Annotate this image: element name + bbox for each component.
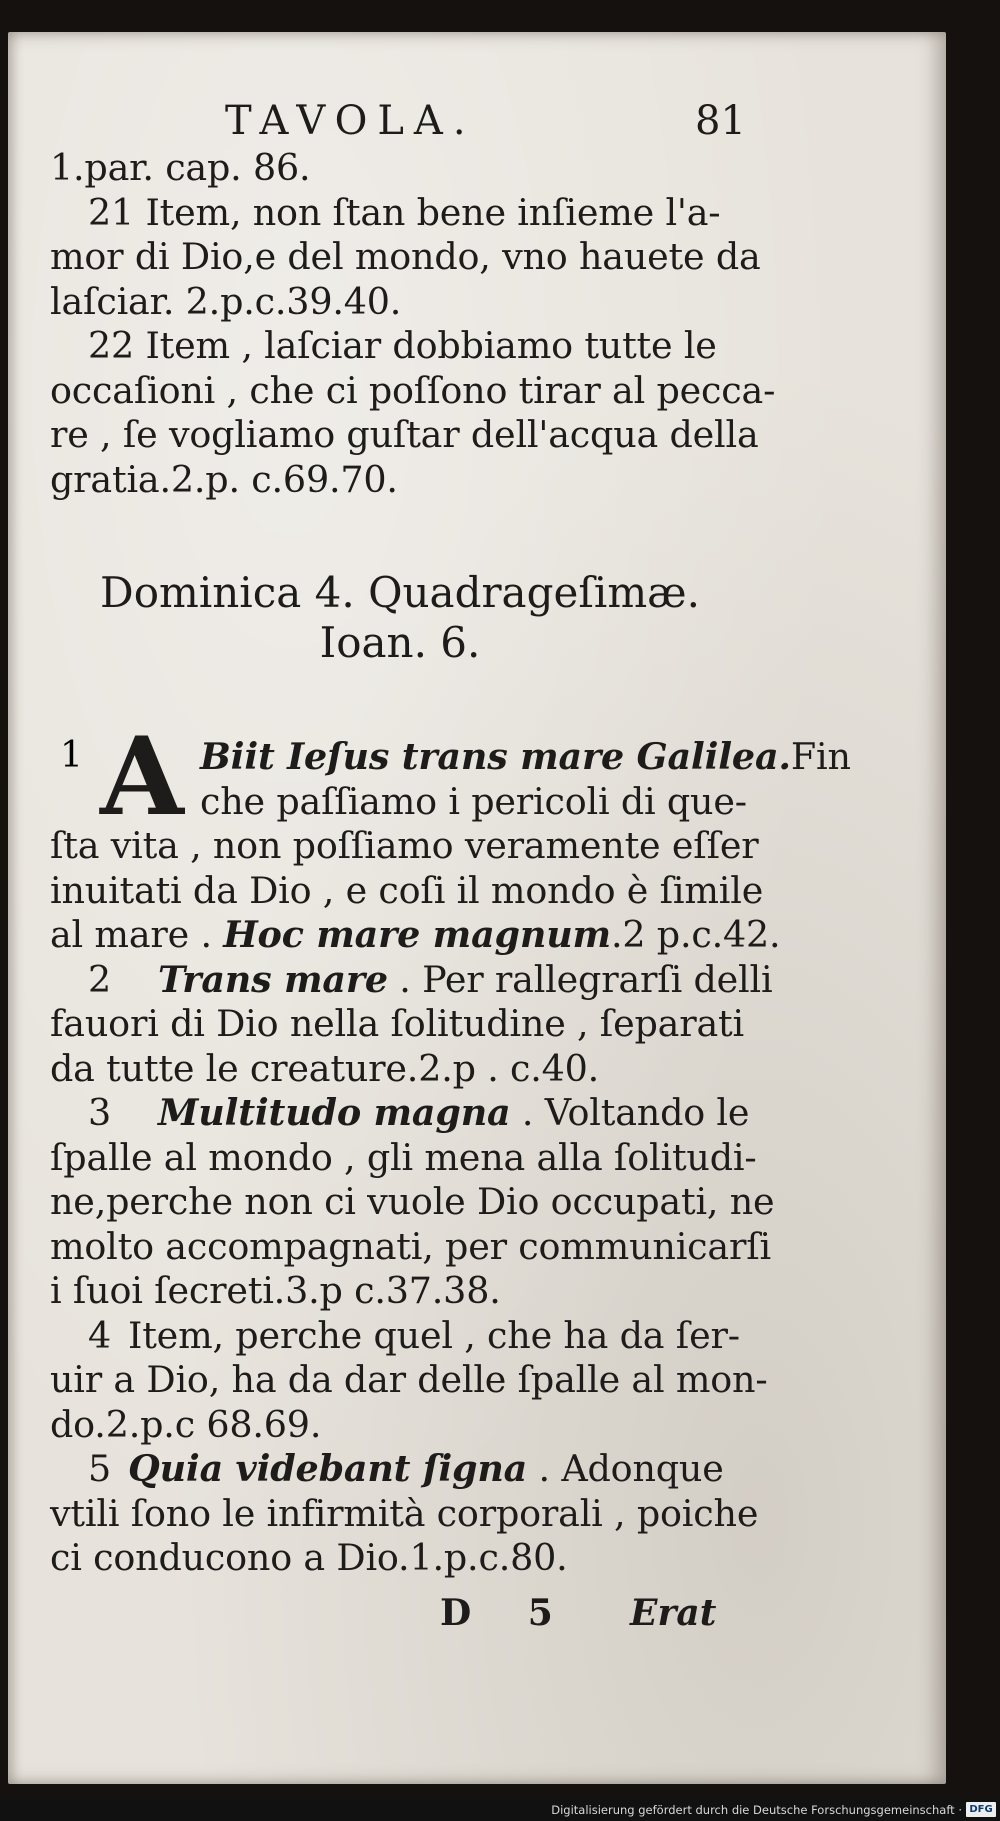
text-line: i ſuoi ſecreti.3.p c.37.38.: [50, 1269, 501, 1312]
text-line: al mare . Hoc mare magnum.2 p.c.42.: [50, 913, 781, 956]
text-line: da tutte le creature.2.p . c.40.: [50, 1046, 600, 1090]
text-line: 22 Item , laſciar dobbiamo tutte le: [88, 324, 717, 367]
text-line: 1.par. cap. 86.: [50, 146, 311, 189]
block-continued: [50, 146, 776, 502]
footer-credit: Digitalisierung gefördert durch die Deutsche Forschungsgemeinschaft ·: [551, 1803, 962, 1817]
text-line: laſciar. 2.p.c.39.40.: [50, 279, 402, 323]
text-line: uir a Dio, ha da dar delle ſpalle al mon-: [50, 1358, 768, 1401]
text-line: ci conducono a Dio.1.p.c.80.: [50, 1536, 568, 1579]
text-line: inuitati da Dio , e coſi il mondo è ſimile: [50, 868, 764, 912]
text-line: mor di Dio,e del mondo, vno hauete da: [50, 235, 761, 278]
text-line: ſpalle al mondo , gli mena alla ſolitudi-: [50, 1135, 757, 1179]
text-line: occaſioni , che ci poſſono tirar al pecca-: [50, 368, 776, 412]
dfg-logo: DFG: [966, 1802, 996, 1817]
text-line: molto accompagnati, per communicarſi: [50, 1224, 772, 1268]
heading-line-2: Ioan. 6.: [319, 618, 481, 667]
running-head: [50, 98, 750, 148]
text-line: 21 Item, non ſtan bene inſieme l'a-: [88, 190, 721, 234]
entry-2-line: 2 Trans mare . Per rallegrarſi delli: [88, 957, 773, 1001]
text-line: ſta vita , non poſſiamo veramente eſſer: [50, 824, 759, 867]
text-line: re , ſe vogliamo guſtar dell'acqua della: [50, 413, 759, 456]
section-heading: [50, 568, 750, 668]
text-line: gratia.2.p. c.69.70.: [50, 457, 398, 501]
entry-4-line: 4 Item, perche quel , che ha da ſer-: [88, 1313, 740, 1357]
text-line: Biit Ieſus trans mare Galilea.Fin: [200, 735, 851, 778]
entries: [50, 735, 851, 1581]
running-head-title: TAVOLA.: [225, 98, 476, 144]
text-line: che paſſiamo i pericoli di que-: [200, 779, 747, 823]
text-line: ne,perche non ci vuole Dio occupati, ne: [50, 1180, 775, 1223]
text-line: vtili ſono le infirmità corporali , poiche: [50, 1491, 759, 1535]
digitization-footer: [0, 1799, 1000, 1821]
text-line: do.2.p.c 68.69.: [50, 1402, 322, 1446]
page-number: 81: [695, 98, 746, 144]
entry-5-line: 5 Quia videbant ſigna . Adonque: [88, 1447, 724, 1490]
drop-cap-initial: A: [100, 714, 184, 840]
catchword: Erat: [630, 1592, 717, 1634]
entry-3-line: 3 Multitudo magna . Voltando le: [88, 1091, 750, 1134]
signature-mark: D 5: [440, 1592, 575, 1634]
heading-line-1: Dominica 4. Quadrageſimæ.: [100, 568, 700, 617]
catchline: [440, 1592, 730, 1642]
text-line: fauori di Dio nella ſolitudine , ſeparati: [50, 1002, 744, 1045]
entry-number: 1: [60, 735, 83, 776]
